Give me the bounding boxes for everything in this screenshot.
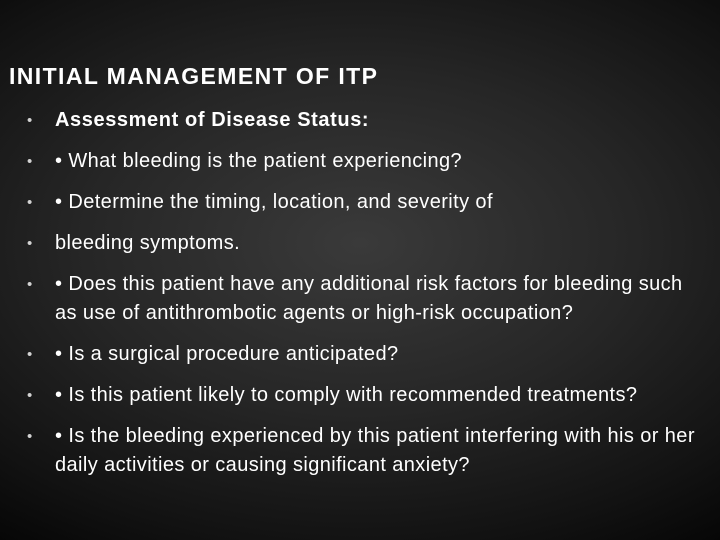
bullet-item — [27, 270, 697, 328]
bullet-dot-icon: • — [27, 112, 33, 129]
bullet-item — [27, 340, 697, 369]
bullet-item — [27, 147, 697, 176]
bullet-text: • Determine the timing, location, and severity of — [55, 191, 493, 213]
bullet-text: • Is the bleeding experienced by this patient interfering with his or her daily activities or causing significant anxiety? — [55, 425, 695, 476]
bullet-text: • Is this patient likely to comply with recommended treatments? — [55, 384, 638, 406]
bullet-dot-icon: • — [27, 235, 33, 252]
bullet-dot-icon: • — [27, 276, 33, 293]
bullet-text: bleeding symptoms. — [55, 232, 241, 254]
bullet-dot-icon: • — [27, 346, 33, 363]
bullet-dot-icon: • — [27, 428, 33, 445]
bullet-item — [27, 422, 697, 480]
bullet-dot-icon: • — [27, 387, 33, 404]
bullet-item — [27, 381, 697, 410]
bullet-list — [27, 106, 697, 492]
bullet-text: Assessment of Disease Status: — [55, 109, 370, 131]
bullet-dot-icon: • — [27, 194, 33, 211]
bullet-text: • What bleeding is the patient experiencing? — [55, 150, 463, 172]
bullet-text: • Does this patient have any additional risk factors for bleeding such as use of antithrombotic agents or high-risk occupation? — [55, 273, 683, 324]
slide-title: INITIAL MANAGEMENT OF ITP — [9, 63, 379, 89]
bullet-dot-icon: • — [27, 153, 33, 170]
bullet-item — [27, 229, 697, 258]
bullet-item — [27, 106, 697, 135]
bullet-item — [27, 188, 697, 217]
bullet-text: • Is a surgical procedure anticipated? — [55, 343, 399, 365]
